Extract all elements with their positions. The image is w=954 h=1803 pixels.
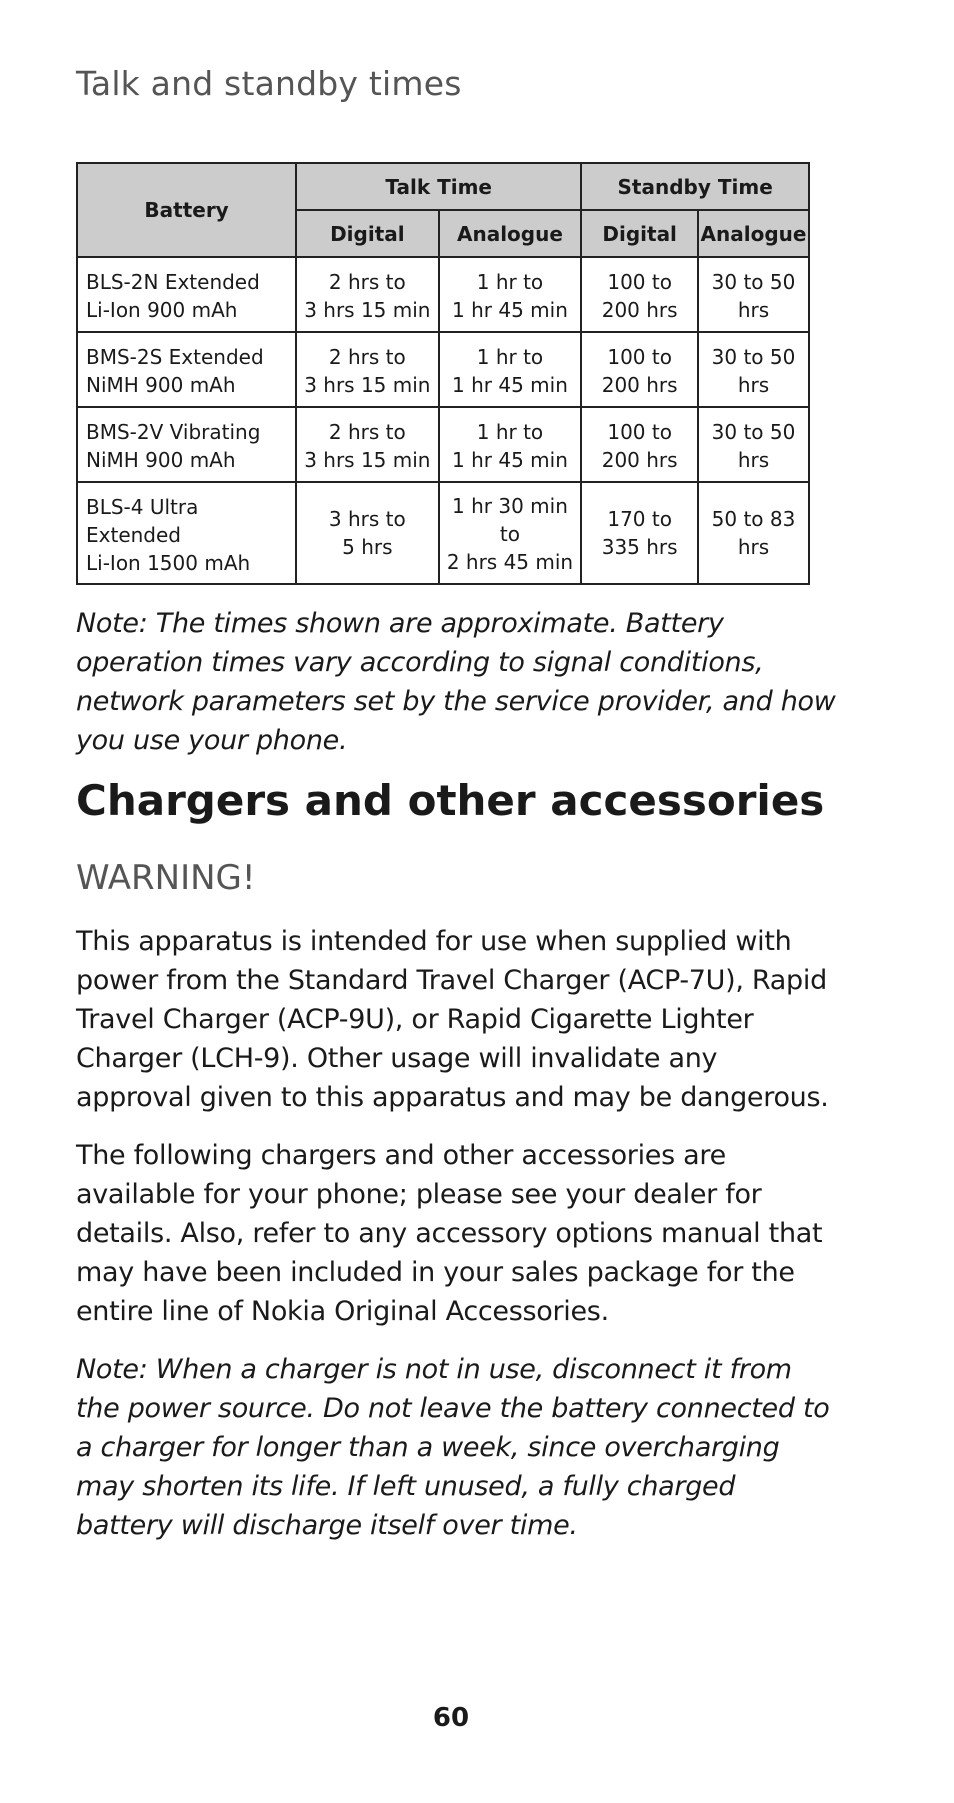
header-standby-digital: Digital [581, 210, 698, 257]
warning-paragraph: This apparatus is intended for use when supplied with power from the Standard Travel Charger (ACP-7U), Rapid Travel Charger (ACP-9U), or Rapid Cigarette Lighter Charger (LCH-9). Other usage will invalidate any approval given to this apparatus and may be dangerous. [76, 926, 829, 1113]
talk-digital-cell: 2 hrs to 3 hrs 15 min [296, 407, 438, 482]
battery-cell: BMS-2V Vibrating NiMH 900 mAh [77, 407, 296, 482]
talk-digital-cell: 2 hrs to 3 hrs 15 min [296, 257, 438, 332]
page-number: 60 [432, 1703, 470, 1733]
table-row [77, 482, 809, 584]
accessories-paragraph: The following chargers and other accessories are available for your phone; please see your dealer for details. Also, refer to any accessory options manual that may have been included in your sales package for the entire line of Nokia Original Accessories. [76, 1140, 823, 1327]
standby-digital-cell: 170 to 335 hrs [581, 482, 698, 584]
table-row [77, 332, 809, 407]
battery-cell: BMS-2S Extended NiMH 900 mAh [77, 332, 296, 407]
standby-digital-cell: 100 to 200 hrs [581, 257, 698, 332]
header-talk-time: Talk Time [296, 163, 581, 210]
talk-analogue-cell: 1 hr to 1 hr 45 min [439, 257, 582, 332]
section-title: Talk and standby times [76, 64, 462, 103]
header-talk-digital: Digital [296, 210, 438, 257]
table-row [77, 407, 809, 482]
talk-analogue-cell: 1 hr to 1 hr 45 min [439, 332, 582, 407]
accessories-title: Chargers and other accessories [76, 776, 825, 825]
talk-analogue-cell: 1 hr to 1 hr 45 min [439, 407, 582, 482]
battery-cell: BLS-4 Ultra Extended Li-Ion 1500 mAh [77, 482, 296, 584]
standby-analogue-cell: 30 to 50 hrs [698, 407, 809, 482]
talk-digital-cell: 3 hrs to 5 hrs [296, 482, 438, 584]
header-standby-time: Standby Time [581, 163, 809, 210]
warning-title: WARNING! [76, 858, 256, 898]
standby-analogue-cell: 50 to 83 hrs [698, 482, 809, 584]
header-talk-analogue: Analogue [439, 210, 582, 257]
talk-analogue-cell: 1 hr 30 min to 2 hrs 45 min [439, 482, 582, 584]
table-row [77, 257, 809, 332]
battery-cell: BLS-2N Extended Li-Ion 900 mAh [77, 257, 296, 332]
standby-analogue-cell: 30 to 50 hrs [698, 332, 809, 407]
table-header-row [77, 163, 809, 210]
standby-digital-cell: 100 to 200 hrs [581, 332, 698, 407]
header-standby-analogue: Analogue [698, 210, 809, 257]
battery-times-note: Note: The times shown are approximate. Battery operation times vary according to signal conditions, network parameters set by the service provider, and how you use your phone. [76, 608, 836, 756]
charger-note: Note: When a charger is not in use, disconnect it from the power source. Do not leave the battery connected to a charger for longer than a week, since overcharging may shorten its life. If left unused, a fully charged battery will discharge itself over time. [76, 1354, 830, 1541]
standby-analogue-cell: 30 to 50 hrs [698, 257, 809, 332]
header-battery: Battery [77, 163, 296, 257]
battery-times-table [76, 162, 810, 585]
talk-digital-cell: 2 hrs to 3 hrs 15 min [296, 332, 438, 407]
standby-digital-cell: 100 to 200 hrs [581, 407, 698, 482]
